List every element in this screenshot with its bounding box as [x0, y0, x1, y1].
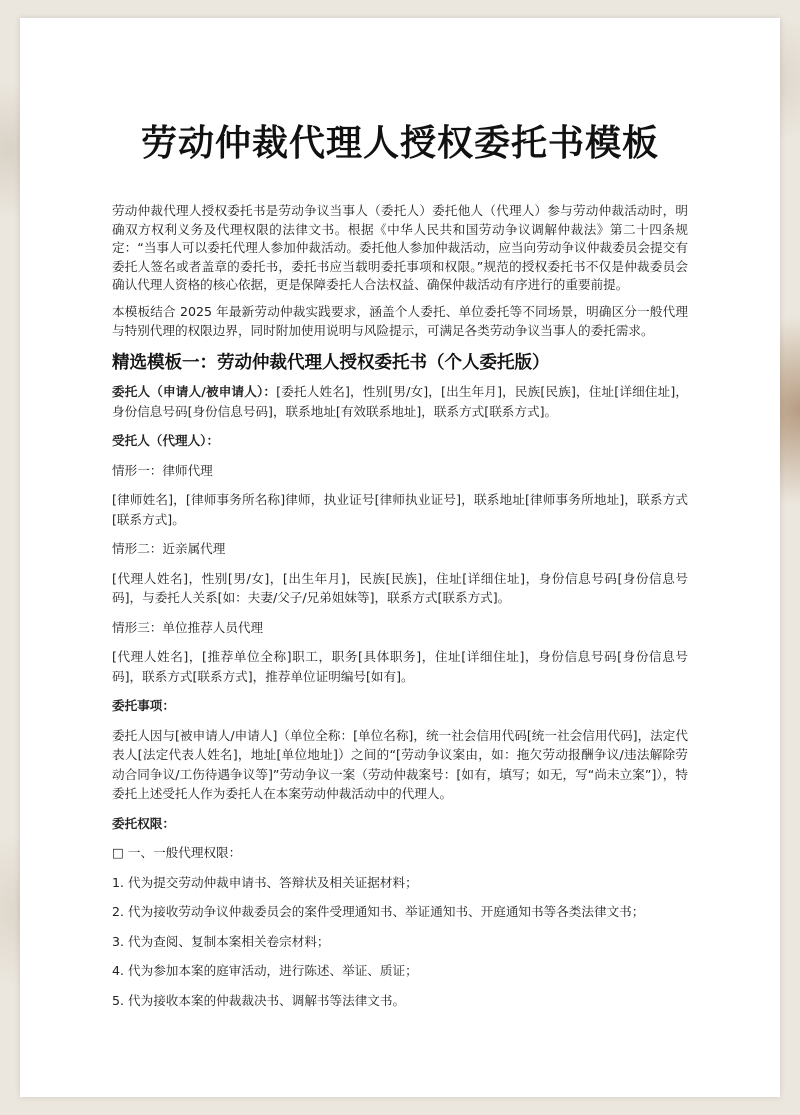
principal-paragraph: [112, 382, 688, 421]
matter-label: 委托事项：: [112, 698, 175, 714]
principal-text: [委托人姓名]，性别[男/女]，[出生年月]，民族[民族]，住址[详细住址]，身份信息号码[身份信息号码]，联系地址[有效联系地址]，联系方式[联系方式]。: [112, 384, 688, 419]
case2-title: 情形二：近亲属代理: [112, 541, 226, 557]
intro-paragraph-2: 本模板结合 2025 年最新劳动仲裁实践要求，涵盖个人委托、单位委托等不同场景，明确区分一般代理与特别代理的权限边界，同时附加使用说明与风险提示，可满足各类劳动争议当事人的委托需求。: [112, 303, 688, 338]
authority-item: 4. 代为参加本案的庭审活动，进行陈述、举证、质证；: [112, 963, 418, 979]
general-authority-heading: □ 一、一般代理权限：: [112, 845, 242, 861]
authority-item: 3. 代为查阅、复制本案相关卷宗材料；: [112, 933, 330, 949]
case3-text: [代理人姓名]，[推荐单位全称]职工，职务[具体职务]，住址[详细住址]，身份信息号码[身份信息号码]，联系方式[联系方式]，推荐单位证明编号[如有]。: [112, 649, 688, 684]
intro-paragraph-1: 劳动仲裁代理人授权委托书是劳动争议当事人（委托人）委托他人（代理人）参与劳动仲裁活动时，明确双方权利义务及代理权限的法律文书。根据《中华人民共和国劳动争议调解仲裁法》第二十四条规定：“当事人可以委托代理人参加仲裁活动。委托他人参加仲裁活动，应当向劳动争议仲裁委员会提交有委托人签名或者盖章的委托书，委托书应当载明委托事项和权限。”规范的授权委托书不仅是仲裁委员会确认代理人资格的核心依据，更是保障委托人合法权益、确保仲裁活动有序进行的重要前提。: [112, 203, 688, 293]
template-heading: 精选模板一：劳动仲裁代理人授权委托书（个人委托版）: [112, 353, 550, 374]
authority-item: 5. 代为接收本案的仲裁裁决书、调解书等法律文书。: [112, 992, 406, 1008]
page-title: 劳动仲裁代理人授权委托书模板: [140, 123, 659, 164]
document-page: [20, 18, 780, 1097]
authority-item: 2. 代为接收劳动争议仲裁委员会的案件受理通知书、举证通知书、开庭通知书等各类法律文书；: [112, 904, 645, 920]
authority-item: 1. 代为提交劳动仲裁申请书、答辩状及相关证据材料；: [112, 874, 418, 890]
case2-text: [代理人姓名]，性别[男/女]，[出生年月]，民族[民族]，住址[详细住址]，身份信息号码[身份信息号码]，与委托人关系[如：夫妻/父子/兄弟姐妹等]，联系方式[联系方式]。: [112, 570, 688, 606]
matter-text: 委托人因与[被申请人/申请人]（单位全称：[单位名称]，统一社会信用代码[统一社会信用代码]，法定代表人[法定代表人姓名]，地址[单位地址]）之间的“[劳动争议案由，如：拖欠劳动报酬争议/违法解除劳动合同争议/工伤待遇争议等]”劳动争议一案（劳动仲裁案号：[如有，填写；如无，写“尚未立案”]），特委托上述受托人作为委托人在本案劳动仲裁活动中的代理人。: [112, 727, 688, 802]
case1-title: 情形一：律师代理: [112, 462, 213, 478]
authority-label: 委托权限：: [112, 815, 175, 831]
agent-label: 受托人（代理人）：: [112, 433, 220, 449]
case3-title: 情形三：单位推荐人员代理: [112, 619, 264, 635]
case1-text: [律师姓名]，[律师事务所名称]律师，执业证号[律师执业证号]，联系地址[律师事务所地址]，联系方式[联系方式]。: [112, 492, 688, 527]
principal-label: 委托人（申请人/被申请人）：: [112, 384, 277, 400]
